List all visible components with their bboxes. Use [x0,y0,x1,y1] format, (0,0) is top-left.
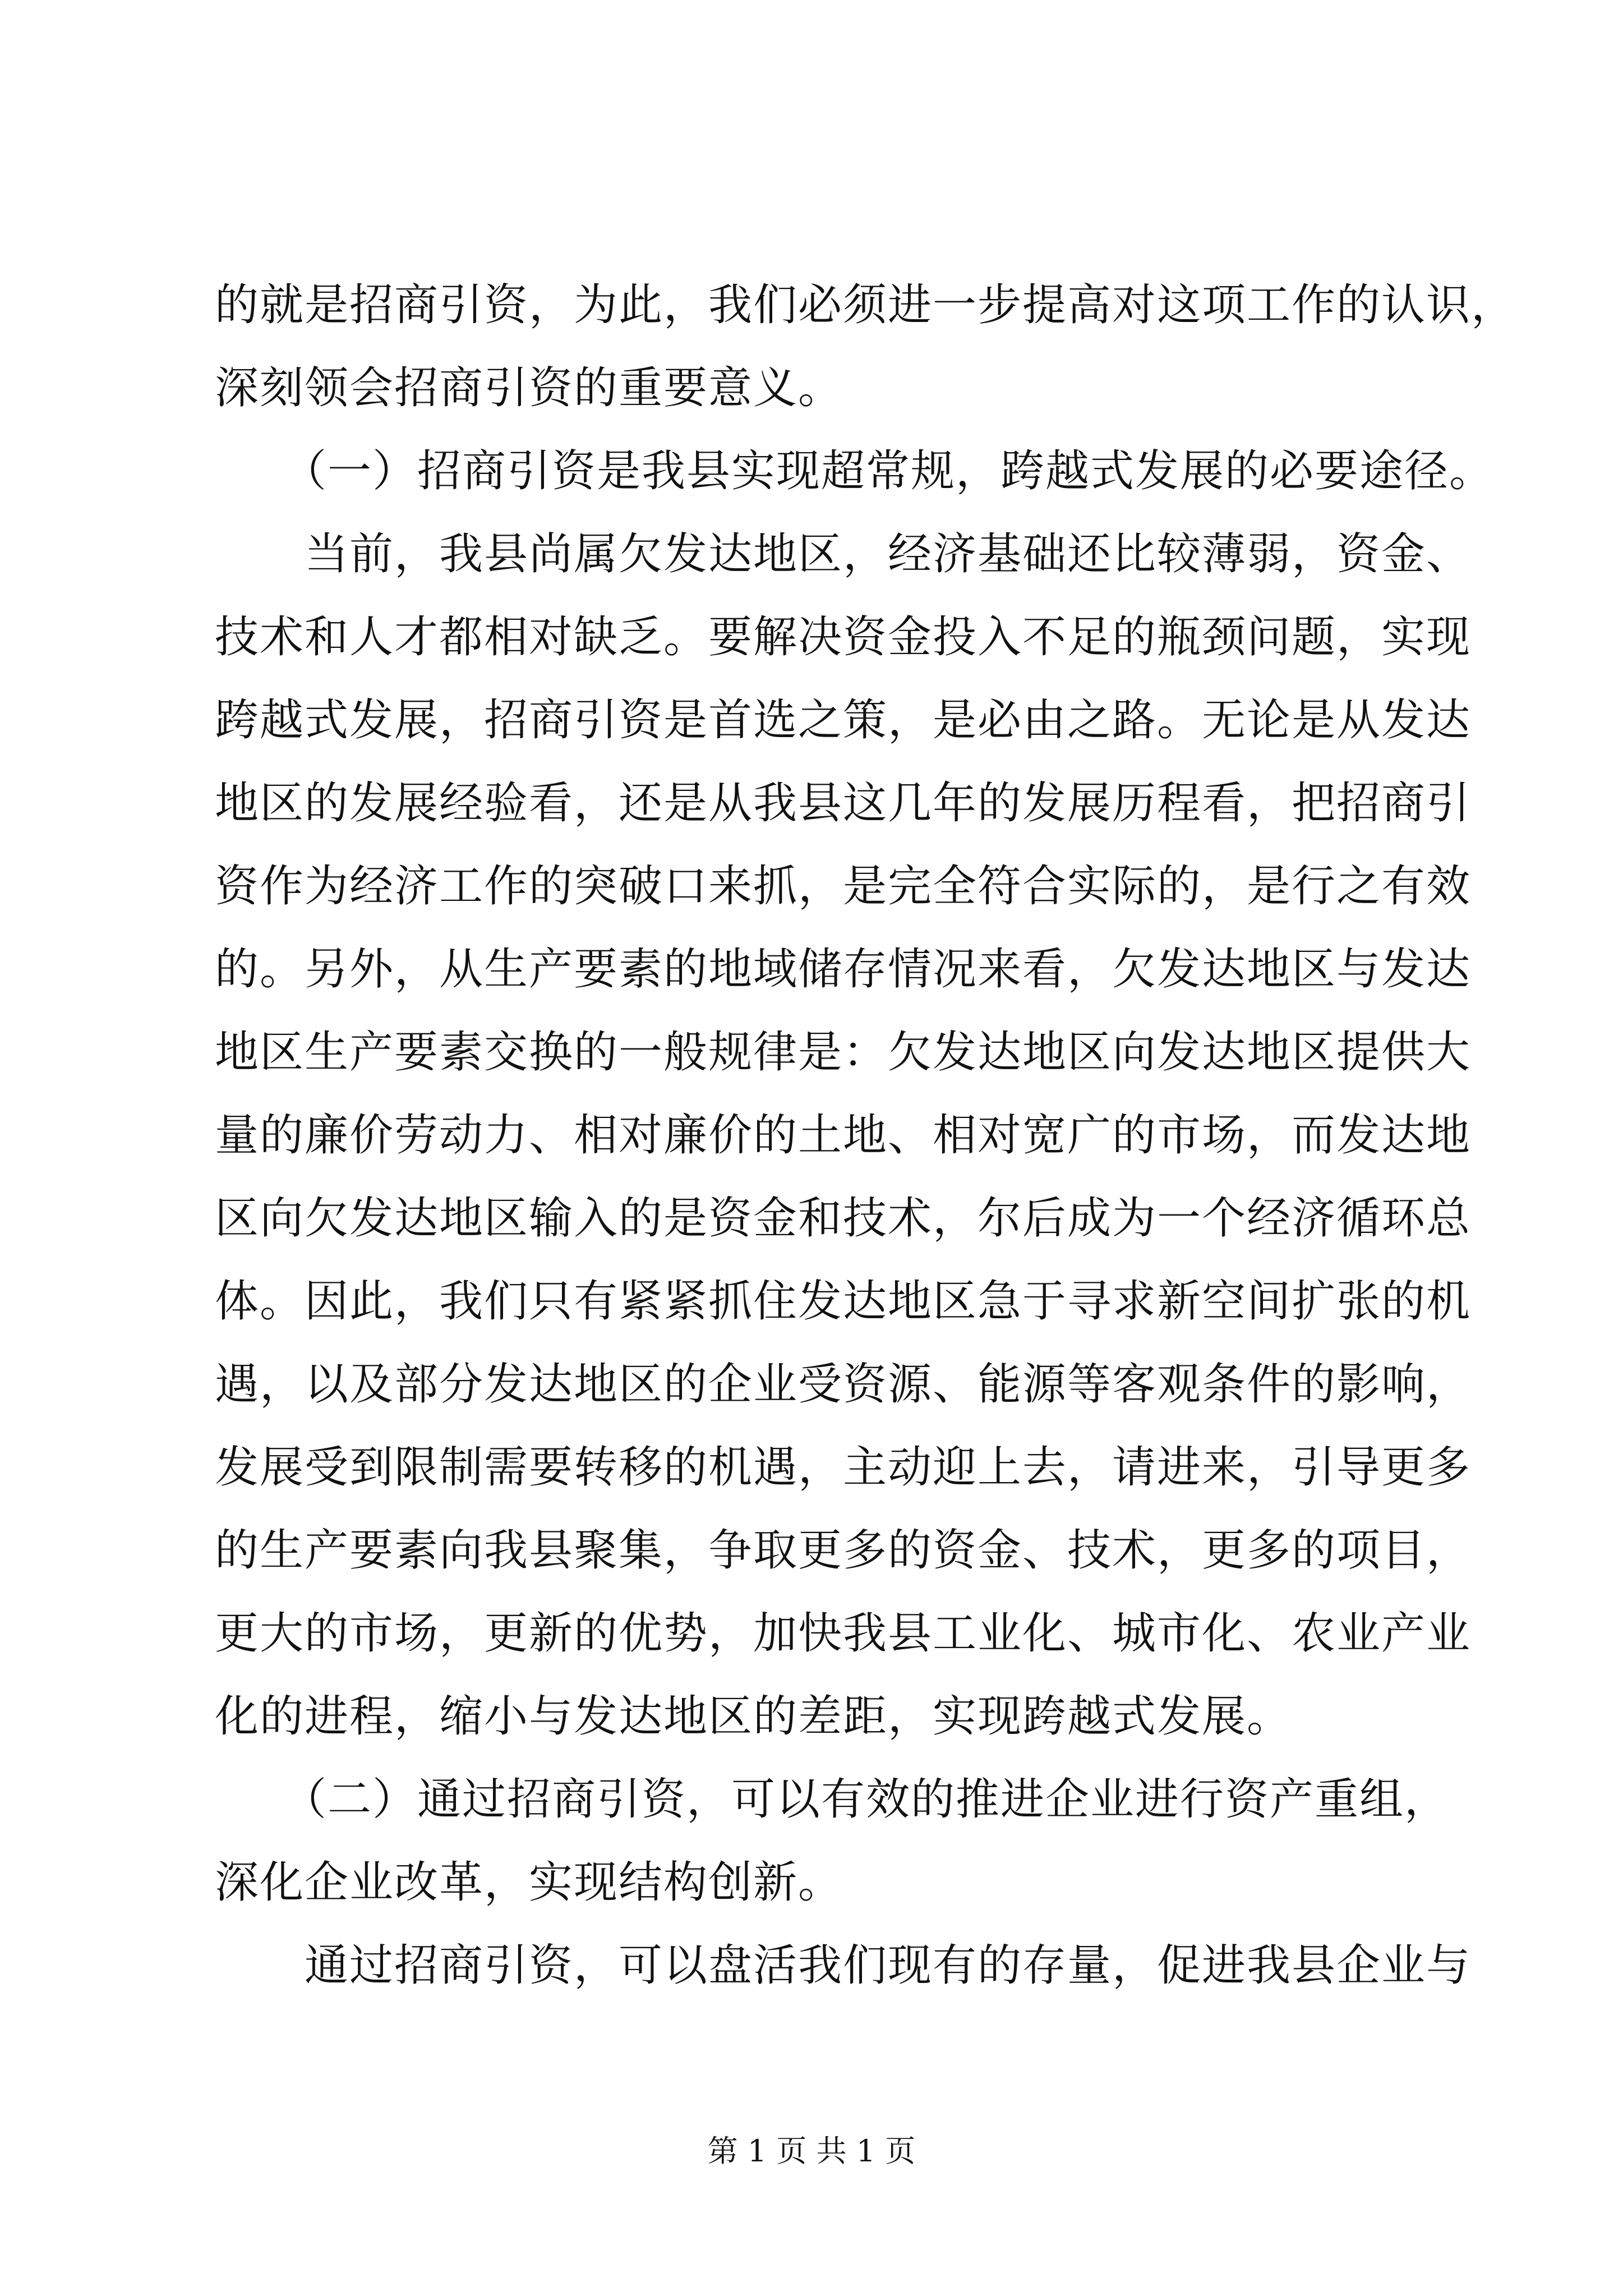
text-line: 深刻领会招商引资的重要意义。 [215,363,843,413]
text-line: 的。另外，从生产要素的地域储存情况来看，欠发达地区与发达 [215,944,1472,995]
text-line: 当前，我县尚属欠发达地区，经济基础还比较薄弱，资金、 [215,529,1472,579]
text-line: 化的进程，缩小与发达地区的差距，实现跨越式发展。 [215,1691,1292,1742]
page-footer: 第 1 页 共 1 页 [707,2133,916,2169]
section-heading-1: （一）招商引资是我县实现超常规，跨越式发展的必要途径。 [215,446,1495,496]
text-line: 体。因此，我们只有紧紧抓住发达地区急于寻求新空间扩张的机 [215,1276,1472,1327]
text-line: 发展受到限制需要转移的机遇，主动迎上去，请进来，引导更多 [215,1442,1472,1493]
text-line: 量的廉价劳动力、相对廉价的土地、相对宽广的市场，而发达地 [215,1110,1472,1161]
text-line: 技术和人才都相对缺乏。要解决资金投入不足的瓶颈问题，实现 [215,612,1472,662]
text-line: 区向欠发达地区输入的是资金和技术，尔后成为一个经济循环总 [215,1193,1472,1244]
text-line: 深化企业改革，实现结构创新。 [215,1857,843,1908]
text-line: 通过招商引资，可以盘活我们现有的存量，促进我县企业与 [215,1940,1472,1991]
section-heading-2: （二）通过招商引资，可以有效的推进企业进行资产重组， [215,1774,1450,1825]
text-line: 遇，以及部分发达地区的企业受资源、能源等客观条件的影响， [215,1359,1472,1410]
text-line: 的生产要素向我县聚集，争取更多的资金、技术，更多的项目， [215,1525,1472,1576]
document-body [215,264,1516,2007]
text-line: 地区的发展经验看，还是从我县这几年的发展历程看，把招商引 [215,778,1472,829]
text-line: 跨越式发展，招商引资是首选之策，是必由之路。无论是从发达 [215,695,1472,746]
text-line: 地区生产要素交换的一般规律是：欠发达地区向发达地区提供大 [215,1027,1472,1078]
text-line: 资作为经济工作的突破口来抓，是完全符合实际的，是行之有效 [215,861,1472,912]
text-line: 更大的市场，更新的优势，加快我县工业化、城市化、农业产业 [215,1608,1472,1659]
text-line: 的就是招商引资，为此，我们必须进一步提高对这项工作的认识， [215,280,1516,330]
